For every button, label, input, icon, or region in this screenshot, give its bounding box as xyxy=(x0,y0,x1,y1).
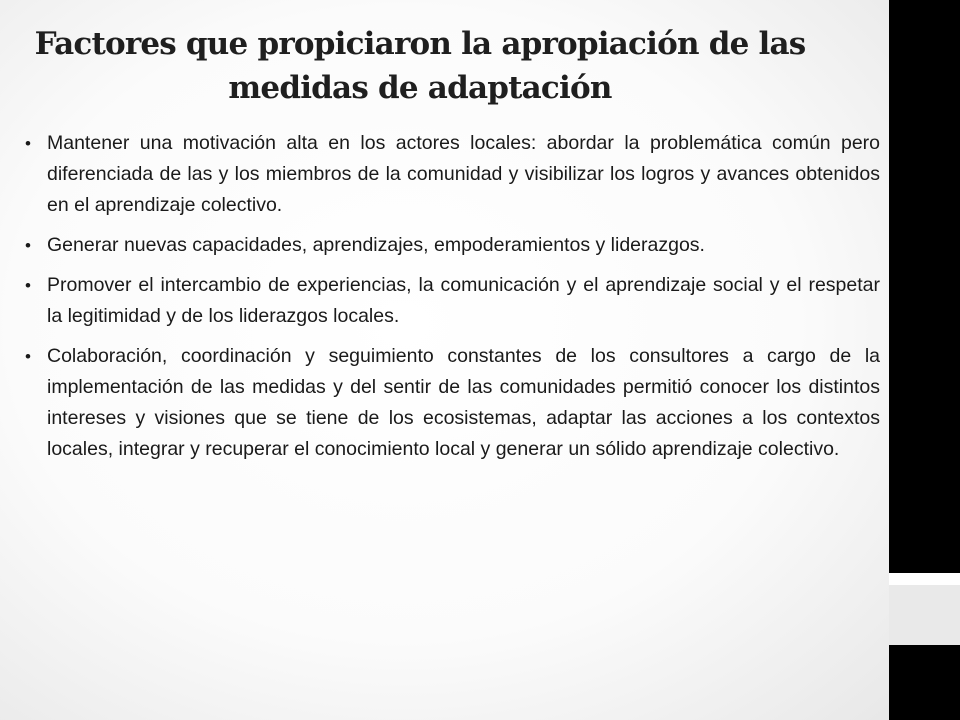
slide-title-line-1: Factores que propiciaron la apropiación de las xyxy=(34,26,806,62)
bullet-item-2 xyxy=(22,230,880,261)
bullet-item-4 xyxy=(22,341,880,465)
slide-title-line-2: medidas de adaptación xyxy=(228,70,612,106)
bullet-dot-icon: • xyxy=(25,236,31,255)
bullet-text-3: Promover el intercambio de experiencias, la comunicación y el aprendizaje social y el respetar la legitimidad y de los liderazgos locales. xyxy=(47,274,880,327)
bullet-item-3 xyxy=(22,270,880,332)
bullet-item-1 xyxy=(22,128,880,221)
slide-title xyxy=(20,22,820,110)
bullet-text-2: Generar nuevas capacidades, aprendizajes, empoderamientos y liderazgos. xyxy=(47,234,705,256)
bullet-text-4: Colaboración, coordinación y seguimiento constantes de los consultores a cargo de la implementación de las medidas y del sentir de las comunidades permitió conocer los distintos intereses y visiones que se tiene de los ecosistemas, adaptar las acciones a los contextos locales, integrar y recuperar el conocimiento local y generar un sólido aprendizaje colectivo. xyxy=(47,345,880,460)
bullet-list xyxy=(22,128,880,474)
bullet-dot-icon: • xyxy=(25,276,31,295)
bullet-text-1: Mantener una motivación alta en los actores locales: abordar la problemática común pero diferenciada de las y los miembros de la comunidad y visibilizar los logros y avances obtenidos en el aprendizaje colectivo. xyxy=(47,132,880,216)
side-decoration-stripe-white xyxy=(889,573,960,585)
bullet-dot-icon: • xyxy=(25,347,31,366)
side-decoration-stripe-gray xyxy=(889,585,960,645)
bullet-dot-icon: • xyxy=(25,134,31,153)
